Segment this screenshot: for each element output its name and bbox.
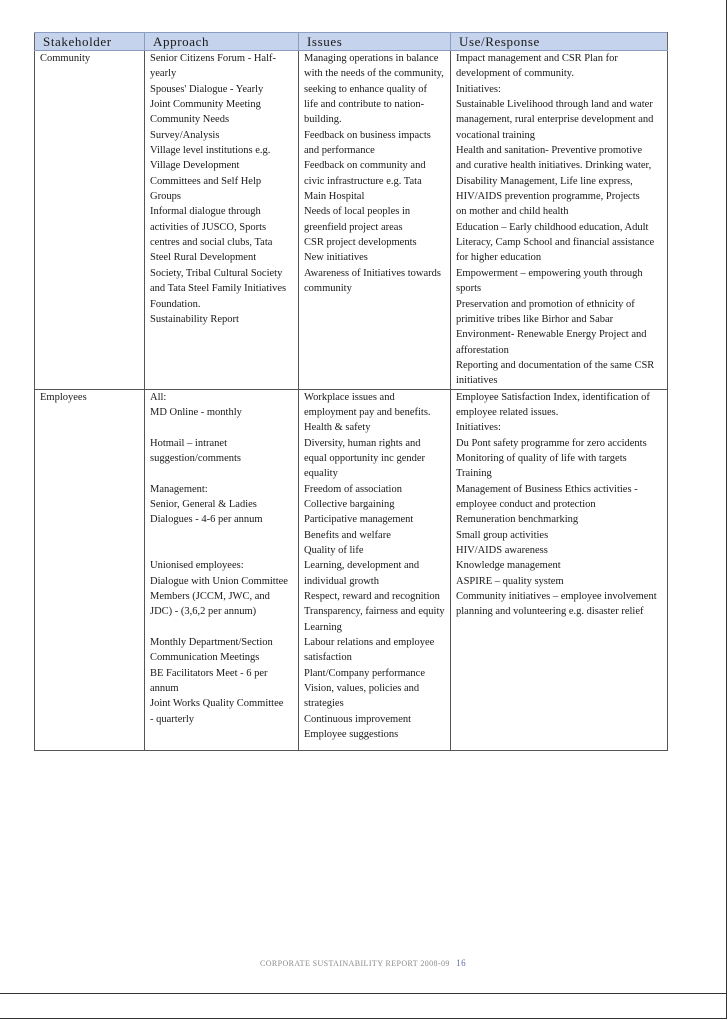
cell-text-line: Training bbox=[456, 468, 492, 480]
cell-text-line: Spouses' Dialogue - Yearly bbox=[150, 83, 264, 95]
cell-text-line: Joint Works Quality Committee bbox=[150, 698, 284, 710]
cell-text-line: and Tata Steel Family Initiatives bbox=[150, 283, 287, 295]
cell-text-line: Knowledge management bbox=[456, 560, 561, 572]
cell-text-line: Employee Satisfaction Index, identification of bbox=[456, 391, 650, 403]
stakeholder-label: Community bbox=[40, 53, 91, 64]
cell-text-line: Health & safety bbox=[304, 422, 371, 434]
cell-text-line: Main Hospital bbox=[304, 191, 365, 203]
cell-text-line: Community initiatives – employee involvement bbox=[456, 591, 657, 603]
cell-text-line: Environment- Renewable Energy Project and bbox=[456, 329, 647, 341]
cell-text-line: strategies bbox=[304, 698, 344, 710]
cell-text-line: Collective bargaining bbox=[304, 498, 395, 510]
cell-text-line: Foundation. bbox=[150, 298, 201, 310]
cell-text-line: seeking to enhance quality of bbox=[304, 83, 428, 95]
cell-text-line: Awareness of Initiatives towards bbox=[304, 267, 441, 279]
cell-text-line: Survey/Analysis bbox=[150, 129, 220, 141]
cell-text-line: Continuous improvement bbox=[304, 713, 412, 725]
cell-text-line: with the needs of the community, bbox=[304, 68, 444, 80]
cell-text-line: individual growth bbox=[304, 575, 379, 587]
cell-text-line: Vision, values, policies and bbox=[304, 683, 420, 695]
cell-text-line: and curative health initiatives. Drinking water, bbox=[456, 160, 652, 172]
cell-text-line: CSR project developments bbox=[304, 237, 417, 249]
cell-text-line: Dialogues - 4-6 per annum bbox=[150, 514, 263, 526]
cell-text-line: Monthly Department/Section bbox=[150, 637, 273, 649]
cell-text-line: greenfield project areas bbox=[304, 221, 403, 233]
page-footer bbox=[0, 958, 726, 968]
cell-text-line bbox=[150, 620, 295, 635]
table-row-employees bbox=[35, 389, 668, 750]
cell-text-line: Learning bbox=[304, 621, 342, 633]
cell-text-line: Management of Business Ethics activities - bbox=[456, 483, 638, 495]
cell-text-line: Communication Meetings bbox=[150, 652, 260, 664]
cell-text-line: Du Pont safety programme for zero accidents bbox=[456, 437, 647, 449]
cell-text-line: Hotmail – intranet bbox=[150, 437, 227, 449]
cell-text-line: annum bbox=[150, 683, 179, 695]
cell-text-line: BE Facilitators Meet - 6 per bbox=[150, 667, 268, 679]
cell-text-line bbox=[150, 528, 295, 543]
cell-text-line: satisfaction bbox=[304, 652, 352, 664]
issues-cell bbox=[299, 51, 451, 390]
header-approach: Approach bbox=[145, 33, 299, 51]
response-cell bbox=[451, 389, 668, 750]
cell-text-line: centres and social clubs, Tata bbox=[150, 237, 273, 249]
cell-text-line: Quality of life bbox=[304, 545, 364, 556]
approach-cell bbox=[145, 51, 299, 390]
header-use-response: Use/Response bbox=[451, 33, 668, 51]
cell-text-line: Plant/Company performance bbox=[304, 667, 426, 679]
cell-text-line: Learning, development and bbox=[304, 560, 420, 572]
stakeholder-engagement-table bbox=[34, 32, 668, 751]
cell-text-line: Education – Early childhood education, Adult bbox=[456, 221, 649, 233]
table-header-row bbox=[35, 33, 668, 51]
cell-text-line: Sustainability Report bbox=[150, 313, 239, 325]
table-row-community bbox=[35, 51, 668, 390]
cell-text-line: Freedom of association bbox=[304, 483, 402, 495]
cell-text-line: Committees and Self Help bbox=[150, 175, 262, 187]
cell-text-line: Employee suggestions bbox=[304, 729, 399, 741]
cell-text-line: JDC) - (3,6,2 per annum) bbox=[150, 606, 257, 618]
cell-text-line: Small group activities bbox=[456, 529, 549, 541]
cell-text-line: Health and sanitation- Preventive promotive bbox=[456, 145, 643, 157]
cell-text-line: Society, Tribal Cultural Society bbox=[150, 267, 283, 279]
cell-text-line: Village level institutions e.g. bbox=[150, 145, 271, 157]
cell-text-line: Benefits and welfare bbox=[304, 529, 391, 541]
cell-text-line: Senior Citizens Forum - Half- bbox=[150, 53, 276, 64]
cell-text-line: for higher education bbox=[456, 252, 542, 264]
cell-text-line: Community Needs bbox=[150, 114, 230, 126]
page-bottom-rule bbox=[0, 993, 726, 994]
cell-text-line: planning and volunteering e.g. disaster relief bbox=[456, 606, 644, 618]
stakeholder-cell bbox=[35, 51, 145, 390]
cell-text-line: Labour relations and employee bbox=[304, 637, 435, 649]
cell-text-line: Respect, reward and recognition bbox=[304, 591, 440, 603]
cell-text-line: Impact management and CSR Plan for bbox=[456, 53, 618, 64]
cell-text-line: and performance bbox=[304, 145, 375, 157]
cell-text-line: vocational training bbox=[456, 129, 536, 141]
cell-text-line: equal opportunity inc gender bbox=[304, 452, 426, 464]
cell-text-line: Transparency, fairness and equity bbox=[304, 606, 445, 618]
cell-text-line: Initiatives: bbox=[456, 422, 501, 434]
cell-text-line: HIV/AIDS awareness bbox=[456, 545, 548, 556]
cell-text-line: Managing operations in balance bbox=[304, 53, 439, 64]
cell-text-line: Sustainable Livelihood through land and water bbox=[456, 99, 653, 111]
cell-text-line: Literacy, Camp School and financial assistance bbox=[456, 237, 655, 249]
cell-text-line: yearly bbox=[150, 68, 177, 80]
cell-text-line: HIV/AIDS prevention programme, Projects bbox=[456, 191, 640, 203]
cell-text-line: Feedback on community and bbox=[304, 160, 426, 172]
cell-text-line: employment pay and benefits. bbox=[304, 406, 431, 418]
cell-text-line bbox=[150, 420, 295, 435]
cell-text-line: Diversity, human rights and bbox=[304, 437, 421, 449]
cell-text-line: Senior, General & Ladies bbox=[150, 498, 257, 510]
response-cell bbox=[451, 51, 668, 390]
header-stakeholder: Stakeholder bbox=[35, 33, 145, 51]
cell-text-line: civic infrastructure e.g. Tata bbox=[304, 175, 422, 187]
cell-text-line bbox=[150, 466, 295, 481]
cell-text-line: employee conduct and protection bbox=[456, 498, 596, 510]
cell-text-line: All: bbox=[150, 391, 167, 403]
cell-text-line: afforestation bbox=[456, 344, 509, 356]
cell-text-line: on mother and child health bbox=[456, 206, 569, 218]
cell-text-line: primitive tribes like Birhor and Sabar bbox=[456, 313, 614, 325]
cell-text-line: Joint Community Meeting bbox=[150, 99, 261, 111]
cell-text-line: suggestion/comments bbox=[150, 452, 241, 464]
cell-text-line bbox=[150, 543, 295, 558]
footer-report-title: CORPORATE SUSTAINABILITY REPORT 2008-09 bbox=[259, 959, 450, 968]
cell-text-line: Unionised employees: bbox=[150, 560, 244, 572]
stakeholder-label: Employees bbox=[40, 391, 87, 403]
cell-text-line: community bbox=[304, 283, 352, 295]
cell-text-line: MD Online - monthly bbox=[150, 406, 242, 418]
cell-text-line: Monitoring of quality of life with targets bbox=[456, 452, 627, 464]
cell-text-line: Groups bbox=[150, 191, 181, 203]
cell-text-line: management, rural enterprise development and bbox=[456, 114, 654, 126]
stakeholder-cell bbox=[35, 389, 145, 750]
cell-text-line: Remuneration benchmarking bbox=[456, 514, 579, 526]
cell-text-line: building. bbox=[304, 114, 342, 126]
cell-text-line: Village Development bbox=[150, 160, 240, 172]
cell-text-line: activities of JUSCO, Sports bbox=[150, 221, 267, 233]
cell-text-line: life and contribute to nation- bbox=[304, 99, 425, 111]
cell-text-line: - quarterly bbox=[150, 713, 195, 725]
cell-text-line: sports bbox=[456, 283, 482, 295]
cell-text-line: Informal dialogue through bbox=[150, 206, 261, 218]
cell-text-line: Workplace issues and bbox=[304, 391, 395, 403]
cell-text-line: Feedback on business impacts bbox=[304, 129, 431, 141]
cell-text-line: Needs of local peoples in bbox=[304, 206, 411, 218]
issues-cell bbox=[299, 389, 451, 750]
cell-text-line: ASPIRE – quality system bbox=[456, 575, 564, 587]
footer-page-number: 16 bbox=[456, 958, 467, 968]
cell-text-line: development of community. bbox=[456, 68, 575, 80]
cell-text-line: Initiatives: bbox=[456, 83, 501, 95]
cell-text-line: Members (JCCM, JWC, and bbox=[150, 591, 270, 603]
header-issues: Issues bbox=[299, 33, 451, 51]
cell-text-line: equality bbox=[304, 468, 338, 480]
cell-text-line: employee related issues. bbox=[456, 406, 559, 418]
cell-text-line: Management: bbox=[150, 483, 208, 495]
cell-text-line: Disability Management, Life line express, bbox=[456, 175, 633, 187]
cell-text-line: Empowerment – empowering youth through bbox=[456, 267, 643, 279]
cell-text-line: Preservation and promotion of ethnicity of bbox=[456, 298, 635, 310]
cell-text-line: Reporting and documentation of the same CSR bbox=[456, 359, 655, 371]
cell-text-line: Participative management bbox=[304, 514, 414, 526]
cell-text-line: Steel Rural Development bbox=[150, 252, 257, 264]
approach-cell bbox=[145, 389, 299, 750]
cell-text-line: New initiatives bbox=[304, 252, 368, 264]
cell-text-line: Dialogue with Union Committee bbox=[150, 575, 288, 587]
cell-text-line: initiatives bbox=[456, 375, 498, 387]
